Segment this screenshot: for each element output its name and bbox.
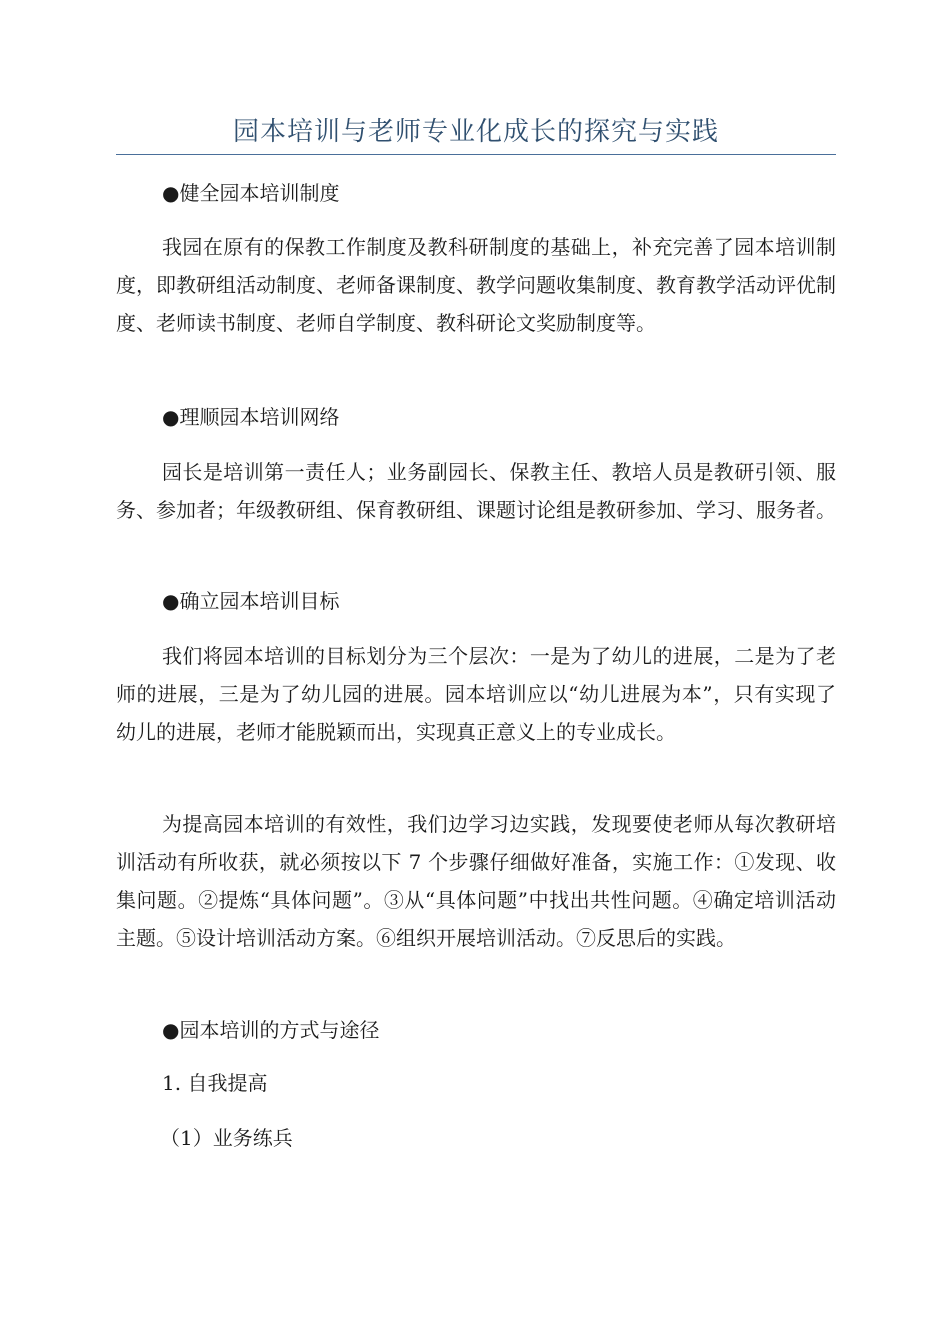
list-item-skill-practice: （1）业务练兵 — [160, 1126, 293, 1150]
section-heading-system: ●健全园本培训制度 — [162, 181, 340, 205]
paragraph-network: 园长是培训第一责任人；业务副园长、保教主任、教培人员是教研引领、服务、参加者；年级教研组、保育教研组、课题讨论组是教研参加、学习、服务者。 — [116, 460, 836, 522]
document-body — [116, 0, 836, 1344]
document-title: 园本培训与老师专业化成长的探究与实践 — [232, 117, 719, 147]
section-heading-goals: ●确立园本培训目标 — [162, 589, 340, 613]
section-heading-methods: ●园本培训的方式与途径 — [162, 1018, 380, 1042]
paragraph-system: 我园在原有的保教工作制度及教科研制度的基础上，补充完善了园本培训制度，即教研组活动制度、老师备课制度、教学问题收集制度、教育教学活动评优制度、老师读书制度、老师自学制度、教科研论文奖励制度等。 — [116, 235, 836, 335]
paragraph-goals: 我们将园本培训的目标划分为三个层次：一是为了幼儿的进展，二是为了老师的进展，三是为了幼儿园的进展。园本培训应以“幼儿进展为本”，只有实现了幼儿的进展，老师才能脱颖而出，实现真正意义上的专业成长。 — [116, 644, 836, 744]
list-item-self-improvement: 1. 自我提高 — [162, 1071, 268, 1095]
paragraph-steps: 为提高园本培训的有效性，我们边学习边实践，发现要使老师从每次教研培训活动有所收获，就必须按以下 7 个步骤仔细做好准备，实施工作：①发现、收集问题。②提炼“具体问题”。③从“具体问题”中找出共性问题。④确定培训活动主题。⑤设计培训活动方案。⑥组织开展培训活动。⑦反思后的实践。 — [116, 812, 836, 950]
section-heading-network: ●理顺园本培训网络 — [162, 405, 340, 429]
